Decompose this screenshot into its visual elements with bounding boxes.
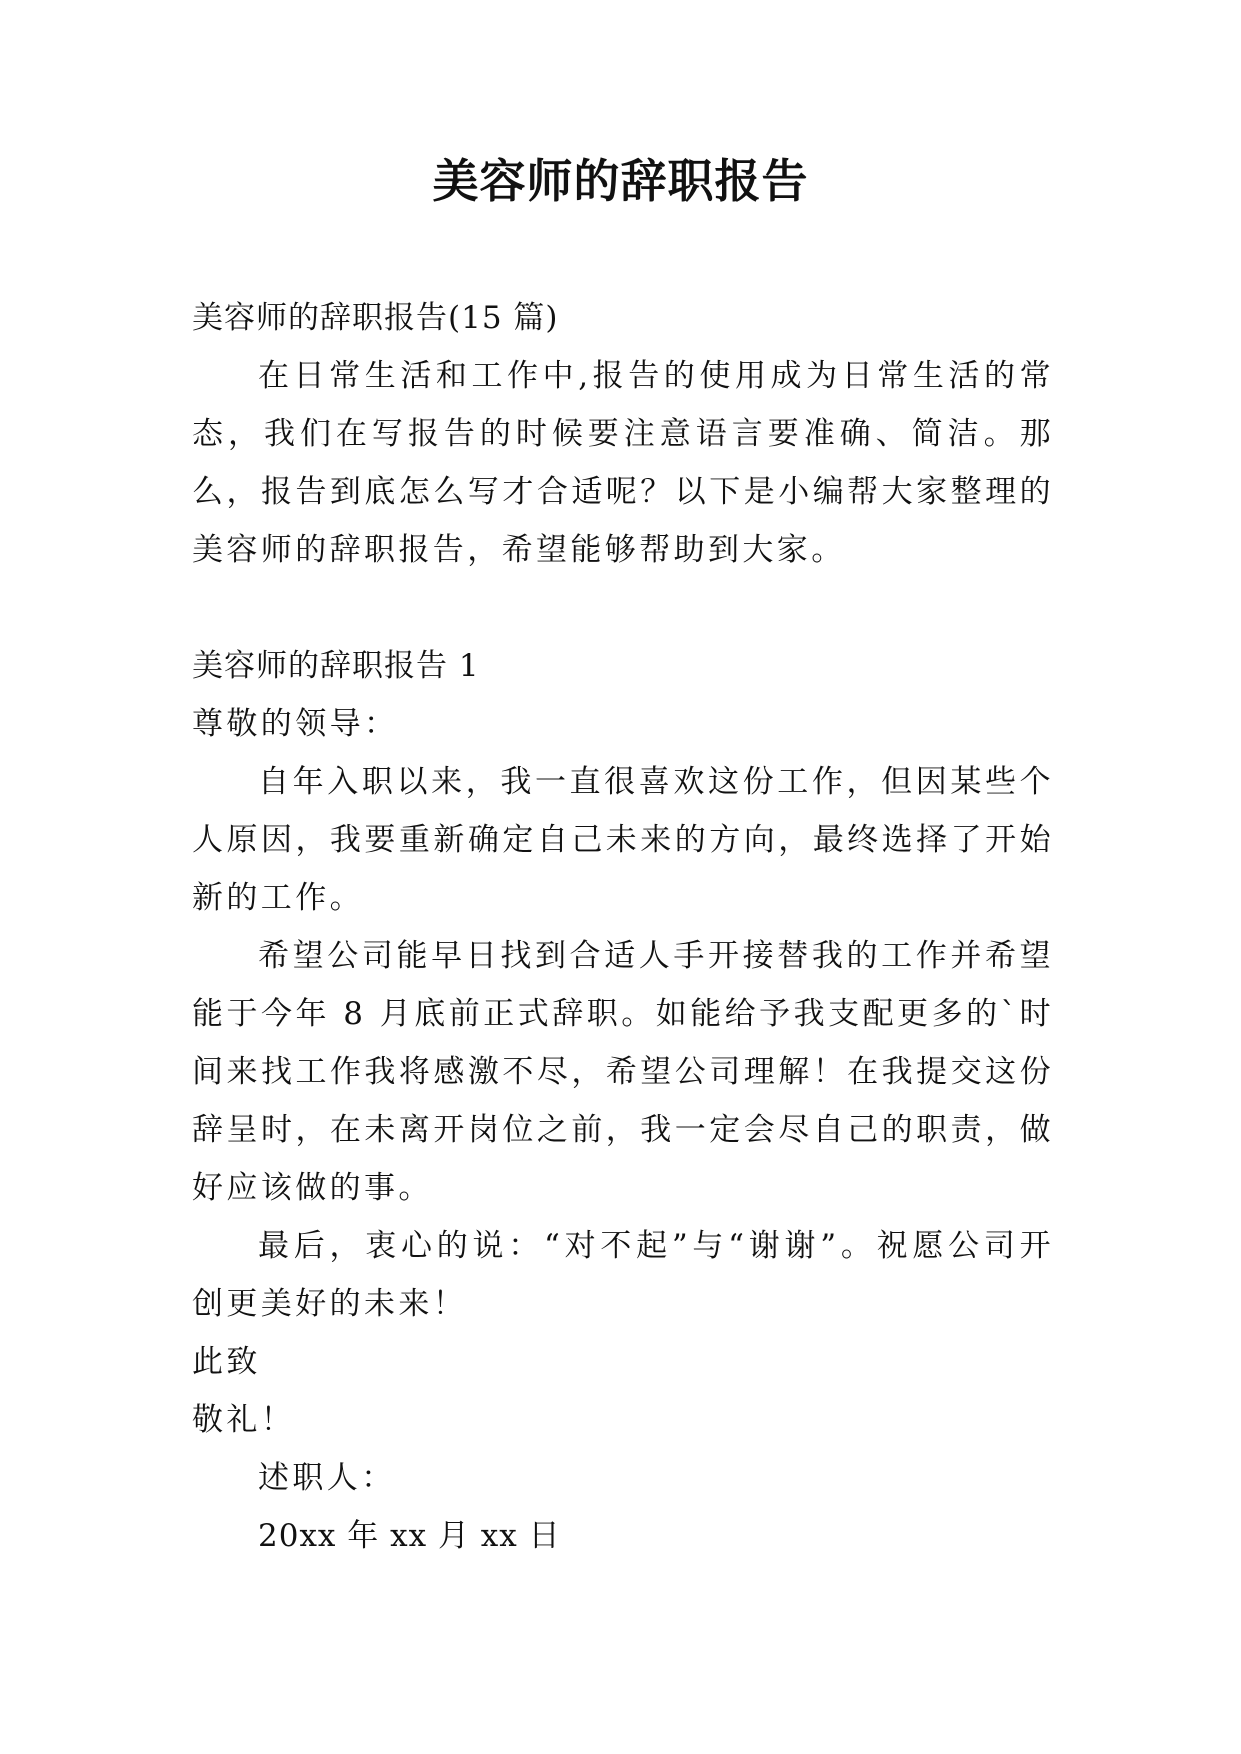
section-heading: 美容师的辞职报告 1 [192, 648, 480, 684]
document-body [192, 289, 1054, 1565]
salutation: 尊敬的领导： [192, 706, 399, 742]
signer-label: 述职人： [258, 1460, 396, 1496]
body-paragraph: 最后，衷心的说：“对不起”与“谢谢”。祝愿公司开创更美好的未来！ [192, 1228, 1054, 1322]
intro-paragraph: 在日常生活和工作中,报告的使用成为日常生活的常态，我们在写报告的时候要注意语言要准确、简洁。那么，报告到底怎么写才合适呢？以下是小编帮大家整理的美容师的辞职报告，希望能够帮助到大家。 [192, 358, 1054, 568]
closing-line-2: 敬礼！ [192, 1402, 296, 1438]
body-paragraph: 希望公司能早日找到合适人手开接替我的工作并希望能于今年 8 月底前正式辞职。如能给予我支配更多的`时间来找工作我将感激不尽，希望公司理解！在我提交这份辞呈时，在未离开岗位之前，我一定会尽自己的职责，做好应该做的事。 [192, 938, 1054, 1206]
date-line: 20xx 年 xx 月 xx 日 [258, 1518, 561, 1554]
document-title: 美容师的辞职报告 [432, 154, 809, 208]
body-paragraph: 自年入职以来，我一直很喜欢这份工作，但因某些个人原因，我要重新确定自己未来的方向，最终选择了开始新的工作。 [192, 764, 1054, 916]
closing-line-1: 此致 [192, 1344, 261, 1380]
document-subtitle: 美容师的辞职报告(15 篇) [192, 300, 559, 336]
